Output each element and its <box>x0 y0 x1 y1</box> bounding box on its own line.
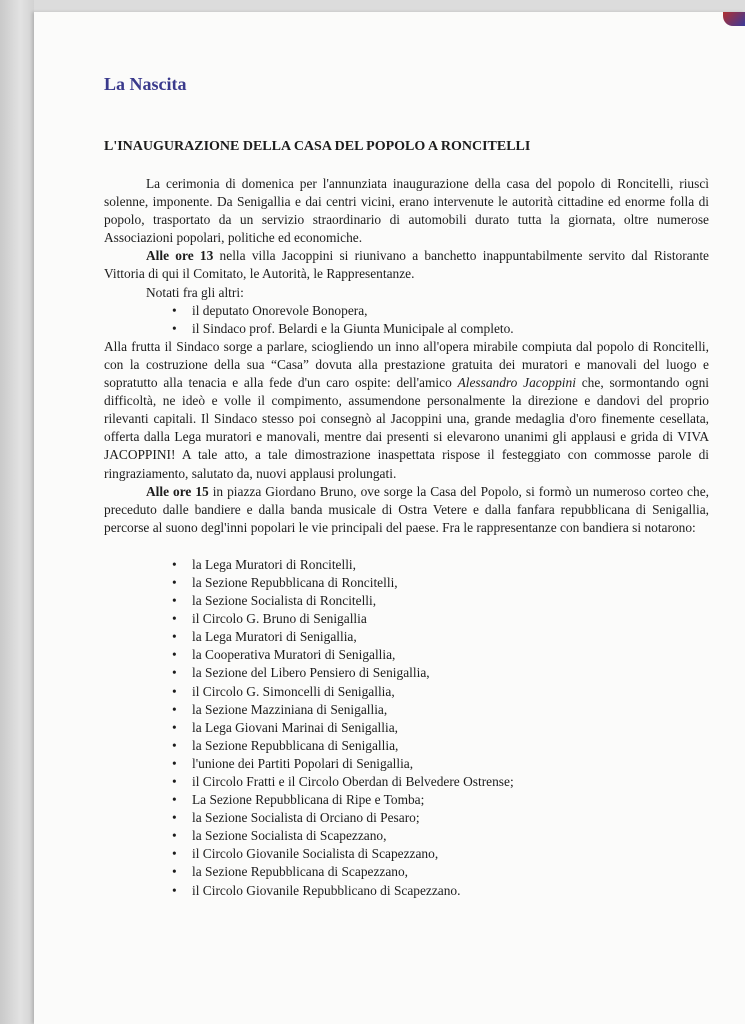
name-jacoppini: Alessandro Jacoppini <box>457 375 576 391</box>
list-item: • la Sezione Socialista di Roncitelli, <box>104 592 709 610</box>
list-item: • La Sezione Repubblicana di Ripe e Tomba; <box>104 791 709 809</box>
paragraph-discorso <box>104 338 709 483</box>
list-item: • la Sezione Socialista di Orciano di Pesaro; <box>104 809 709 827</box>
paragraph-corteo-text: in piazza Giordano Bruno, ove sorge la Casa del Popolo, si formò un numeroso corteo che, preceduto dalle bandiere e dalla banda musicale di Ostra Vetere e dalla fanfara repubblicana di Senigallia, percorse al suono degl'inni popolari le vie principali del paese. Fra le rappresentanze con bandiera si notarono: <box>104 483 709 535</box>
paragraph-notati: Notati fra gli altri: <box>146 284 244 300</box>
paragraph-discorso-text-b: che, sormontando ogni difficoltà, ne ideò e volle il compimento, assumendone personalmente la direzione e dandovi del proprio rilevanti capitali. Il Sindaco stesso poi consegnò al Jacoppini una, grande medaglia d'oro finemente cesellata, offerta dalla Lega muratori e manovali, mentre dai presenti si elevarono unanimi gli applausi e grida di VIVA JACOPPINI! A tale atto, a tale dimostrazione inaspettata rispose il festeggiato con commosse parole di ringraziamento, salutato da, nuovi applausi prolungati. <box>104 375 709 481</box>
list-item: • il Circolo Fratti e il Circolo Oberdan di Belvedere Ostrense; <box>104 773 709 791</box>
list-item: • il Circolo Giovanile Socialista di Scapezzano, <box>104 845 709 863</box>
scan-border <box>0 0 34 1024</box>
bandiere-list <box>104 556 709 900</box>
list-item: • il deputato Onorevole Bonopera, <box>104 302 709 320</box>
notati-list <box>104 302 709 338</box>
article-title: L'INAUGURAZIONE DELLA CASA DEL POPOLO A RONCITELLI <box>104 139 531 154</box>
list-item: • il Sindaco prof. Belardi e la Giunta Municipale al completo. <box>104 320 709 338</box>
article-body <box>104 175 709 900</box>
document-page <box>34 12 745 1024</box>
paragraph-corteo <box>104 483 709 537</box>
paragraph-discorso-text-a: Alla frutta il Sindaco sorge a parlare, sciogliendo un inno all'opera mirabile compiuta dal popolo di Roncitelli, con la costruzione della sua “Casa” dovuta alla prestazione gratuita dei muratori e manovali del luogo e sopratutto alla tenacia e alla fede d'un caro ospite: dell'amico <box>104 338 709 391</box>
list-item: • il Circolo Giovanile Repubblicano di Scapezzano. <box>104 882 709 900</box>
paragraph-banchetto-text: nella villa Jacoppini si riunivano a banchetto inappuntabilmente servito dal Ristorante Vittoria di qui il Comitato, le Autorità, le Rappresentanze. <box>104 248 709 282</box>
list-item: • la Cooperativa Muratori di Senigallia, <box>104 646 709 664</box>
section-title: La Nascita <box>104 74 187 94</box>
paragraph-intro: La cerimonia di domenica per l'annunziata inaugurazione della casa del popolo di Roncitelli, riuscì solenne, imponente. Da Senigallia e dai centri vicini, erano intervenute le autorità cittadine ed enorme folla di popolo, trasportato da un servizio straordinario di automobili durato tutta la giornata, oltre numerose Associazioni popolari, politiche ed economiche. <box>104 176 709 246</box>
paragraph-banchetto <box>104 247 709 283</box>
list-item: • la Lega Muratori di Roncitelli, <box>104 556 709 574</box>
list-item: • il Circolo G. Bruno di Senigallia <box>104 610 709 628</box>
list-item: • l'unione dei Partiti Popolari di Senigallia, <box>104 755 709 773</box>
list-item: • la Lega Muratori di Senigallia, <box>104 628 709 646</box>
list-item: • la Sezione del Libero Pensiero di Senigallia, <box>104 664 709 682</box>
list-item: • la Sezione Repubblicana di Senigallia, <box>104 737 709 755</box>
time-label-13: Alle ore 13 <box>146 248 214 264</box>
list-item: • la Sezione Mazziniana di Senigallia, <box>104 701 709 719</box>
list-item: • il Circolo G. Simoncelli di Senigallia, <box>104 683 709 701</box>
list-item: • la Sezione Socialista di Scapezzano, <box>104 827 709 845</box>
list-item: • la Lega Giovani Marinai di Senigallia, <box>104 719 709 737</box>
time-label-15: Alle ore 15 <box>146 483 209 499</box>
list-item: • la Sezione Repubblicana di Scapezzano, <box>104 863 709 881</box>
corner-bookmark <box>723 12 745 26</box>
list-item: • la Sezione Repubblicana di Roncitelli, <box>104 574 709 592</box>
